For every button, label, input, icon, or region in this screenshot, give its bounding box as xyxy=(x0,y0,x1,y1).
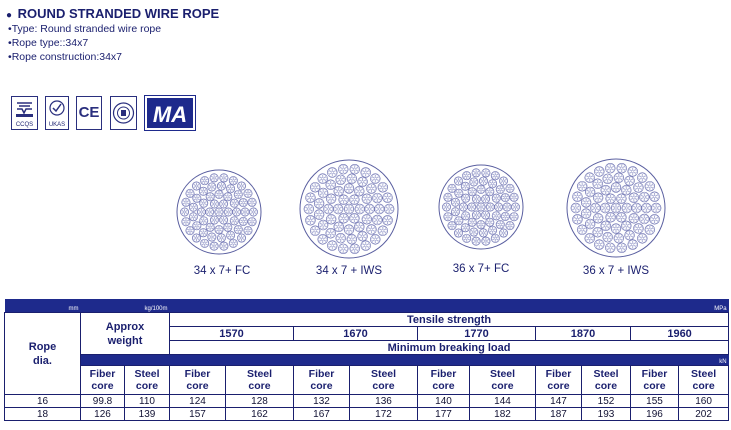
steel-core-header: Steel core xyxy=(582,366,631,395)
ukas-logo-icon xyxy=(45,96,69,130)
rope-cross-section-34x7-iws xyxy=(299,159,399,259)
ukas-label: UKAS xyxy=(48,122,66,128)
rope-dia-cell: 16 xyxy=(5,395,81,408)
load-steel-cell: 160 xyxy=(679,395,729,408)
load-steel-cell: 144 xyxy=(470,395,536,408)
bullet-rope-construction: •Rope construction:34x7 xyxy=(8,51,123,63)
load-steel-cell: 152 xyxy=(582,395,631,408)
rope-dia-header: Rope dia. xyxy=(5,313,81,395)
rope-label-34x7-iws: 34 x 7 + IWS xyxy=(315,265,383,277)
fiber-core-header: Fiber core xyxy=(170,366,226,395)
rope-cross-section-36x7-iws xyxy=(566,158,666,258)
ccqs-logo-icon xyxy=(11,96,38,130)
rope-label-36x7-iws: 36 x 7 + IWS xyxy=(582,265,650,277)
bullet-type: •Type: Round stranded wire rope xyxy=(8,23,162,35)
ma-logo-icon: MA xyxy=(145,96,195,130)
weight-steel-cell: 110 xyxy=(125,395,170,408)
load-steel-cell: 172 xyxy=(350,408,418,421)
tensile-strength-header: Tensile strength xyxy=(170,313,729,327)
rope-label-34x7-fc: 34 x 7+ FC xyxy=(193,265,251,277)
rope-dia-cell: 18 xyxy=(5,408,81,421)
rope-spec-table xyxy=(4,299,729,421)
steel-core-header: Steel core xyxy=(226,366,294,395)
weight-divider-bar xyxy=(81,355,170,366)
fiber-core-header: Fiber core xyxy=(536,366,582,395)
weight-fiber-cell: 126 xyxy=(81,408,125,421)
load-steel-cell: 136 xyxy=(350,395,418,408)
grade-1570: 1570 xyxy=(170,327,294,341)
load-steel-cell: 128 xyxy=(226,395,294,408)
load-steel-cell: 182 xyxy=(470,408,536,421)
steel-core-header: Steel core xyxy=(125,366,170,395)
grade-1960: 1960 xyxy=(631,327,729,341)
load-steel-cell: 202 xyxy=(679,408,729,421)
table-row xyxy=(5,395,729,408)
load-fiber-cell: 187 xyxy=(536,408,582,421)
grade-1870: 1870 xyxy=(536,327,631,341)
ccqs-label: CCQS xyxy=(15,122,34,128)
load-fiber-cell: 157 xyxy=(170,408,226,421)
load-fiber-cell: 155 xyxy=(631,395,679,408)
load-fiber-cell: 132 xyxy=(294,395,350,408)
load-fiber-cell: 167 xyxy=(294,408,350,421)
rope-cross-section-34x7-fc xyxy=(176,169,262,255)
rope-cross-section-36x7-fc xyxy=(438,164,524,250)
fiber-core-header: Fiber core xyxy=(294,366,350,395)
approx-weight-header: Approx weight xyxy=(81,313,170,355)
load-fiber-cell: 177 xyxy=(418,408,470,421)
table-row xyxy=(5,408,729,421)
seal-logo-icon xyxy=(110,96,137,130)
ce-mark: CE xyxy=(78,104,100,121)
rope-label-36x7-fc: 36 x 7+ FC xyxy=(452,263,510,275)
page-title xyxy=(6,6,219,21)
unit-mpa-band: MPa xyxy=(170,299,729,313)
load-fiber-cell: 124 xyxy=(170,395,226,408)
weight-fiber-cell: 99.8 xyxy=(81,395,125,408)
unit-kn-band: kN xyxy=(170,355,729,366)
min-breaking-load-header: Minimum breaking load xyxy=(170,341,729,355)
unit-weight-band: kg/100m xyxy=(81,299,170,313)
load-fiber-cell: 196 xyxy=(631,408,679,421)
steel-core-header: Steel core xyxy=(679,366,729,395)
weight-steel-cell: 139 xyxy=(125,408,170,421)
load-fiber-cell: 140 xyxy=(418,395,470,408)
grade-1770: 1770 xyxy=(418,327,536,341)
bullet-dot-icon: ● xyxy=(6,10,13,21)
ce-logo-icon xyxy=(76,96,102,130)
steel-core-header: Steel core xyxy=(470,366,536,395)
page-title-text: ROUND STRANDED WIRE ROPE xyxy=(17,6,220,21)
fiber-core-header: Fiber core xyxy=(418,366,470,395)
unit-mm-band: mm xyxy=(5,299,81,313)
load-steel-cell: 162 xyxy=(226,408,294,421)
steel-core-header: Steel core xyxy=(350,366,418,395)
bullet-rope-type: •Rope type::34x7 xyxy=(8,37,89,49)
load-fiber-cell: 147 xyxy=(536,395,582,408)
load-steel-cell: 193 xyxy=(582,408,631,421)
fiber-core-header: Fiber core xyxy=(81,366,125,395)
fiber-core-header: Fiber core xyxy=(631,366,679,395)
grade-1670: 1670 xyxy=(294,327,418,341)
